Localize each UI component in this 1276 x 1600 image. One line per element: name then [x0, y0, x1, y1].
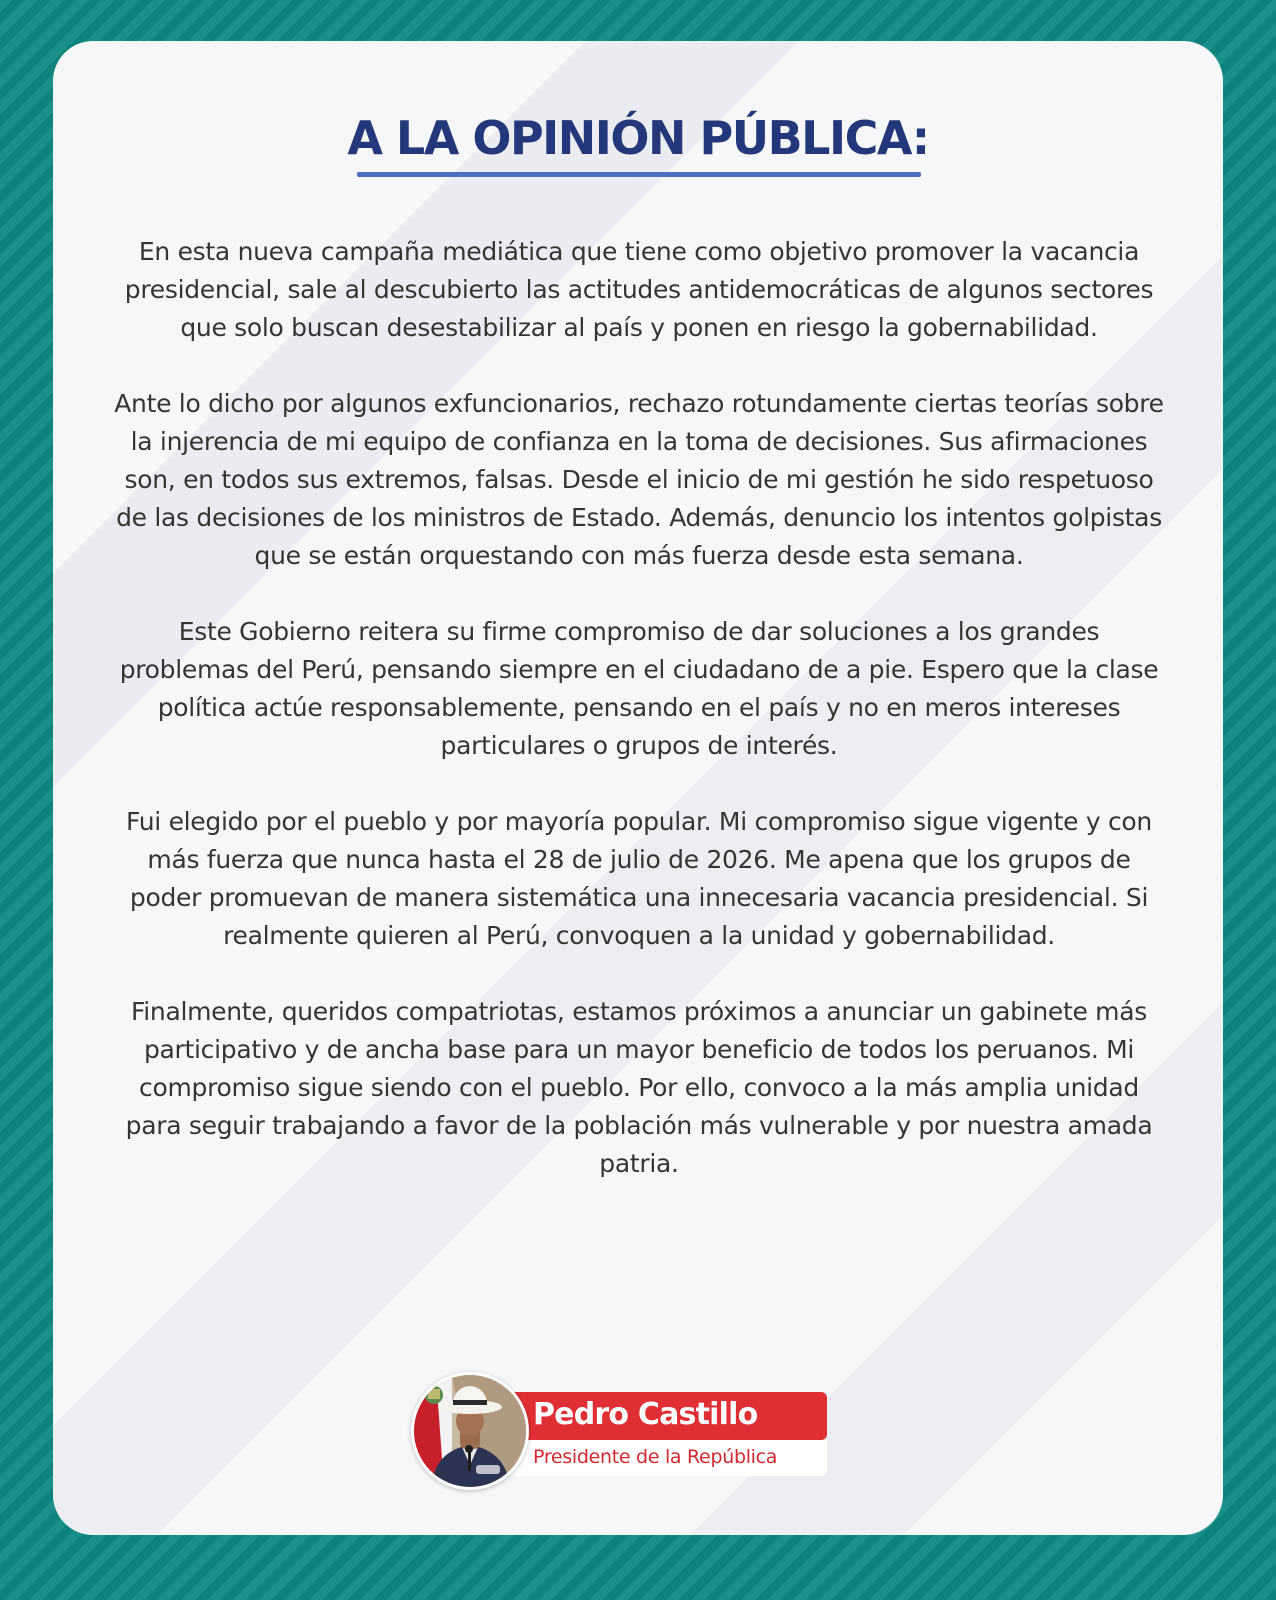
signatory-role: Presidente de la República — [533, 1446, 778, 1468]
statement-card — [53, 41, 1223, 1535]
paragraph-5: Finalmente, queridos compatriotas, estamos próximos a anunciar un gabinete más participativo y de ancha base para un mayor beneficio de todos los peruanos. Mi compromiso sigue siendo con el pueblo. Por ello, convoco a la más amplia unidad para seguir trabajando a favor de la población más vulnerable y por nuestra amada patria. — [125, 997, 1153, 1178]
signature-block — [411, 1372, 851, 1490]
document-title: A LA OPINIÓN PÚBLICA: — [347, 111, 929, 165]
name-banner — [511, 1392, 827, 1440]
paragraph-2: Ante lo dicho por algunos exfuncionarios, rechazo rotundamente ciertas teorías sobre la injerencia de mi equipo de confianza en la toma de decisiones. Sus afirmaciones son, en todos sus extremos, falsas. Desde el inicio de mi gestión he sido respetuoso de las decisiones de los ministros de Estado. Además, denuncio los intentos golpistas que se están orquestando con más fuerza desde esta semana. — [114, 389, 1164, 570]
role-banner — [511, 1440, 827, 1476]
paragraph-3: Este Gobierno reitera su firme compromiso de dar soluciones a los grandes problemas del Perú, pensando siempre en el ciudadano de a pie. Espero que la clase política actúe responsablemente, pensando en el país y no en meros intereses particulares o grupos de interés. — [119, 617, 1159, 760]
signatory-name: Pedro Castillo — [533, 1397, 758, 1432]
president-portrait-icon — [411, 1372, 529, 1490]
paragraph-4: Fui elegido por el pueblo y por mayoría popular. Mi compromiso sigue vigente y con más fuerza que nunca hasta el 28 de julio de 2026. Me apena que los grupos de poder promuevan de manera sistemática una innecesaria vacancia presidencial. Si realmente quieren al Perú, convoquen a la unidad y gobernabilidad. — [126, 807, 1152, 950]
paragraph-1: En esta nueva campaña mediática que tiene como objetivo promover la vacancia presidencial, sale al descubierto las actitudes antidemocráticas de algunos sectores que solo buscan desestabilizar al país y ponen en riesgo la gobernabilidad. — [124, 237, 1154, 342]
title-underline — [357, 172, 921, 177]
statement-body — [111, 233, 1167, 1221]
